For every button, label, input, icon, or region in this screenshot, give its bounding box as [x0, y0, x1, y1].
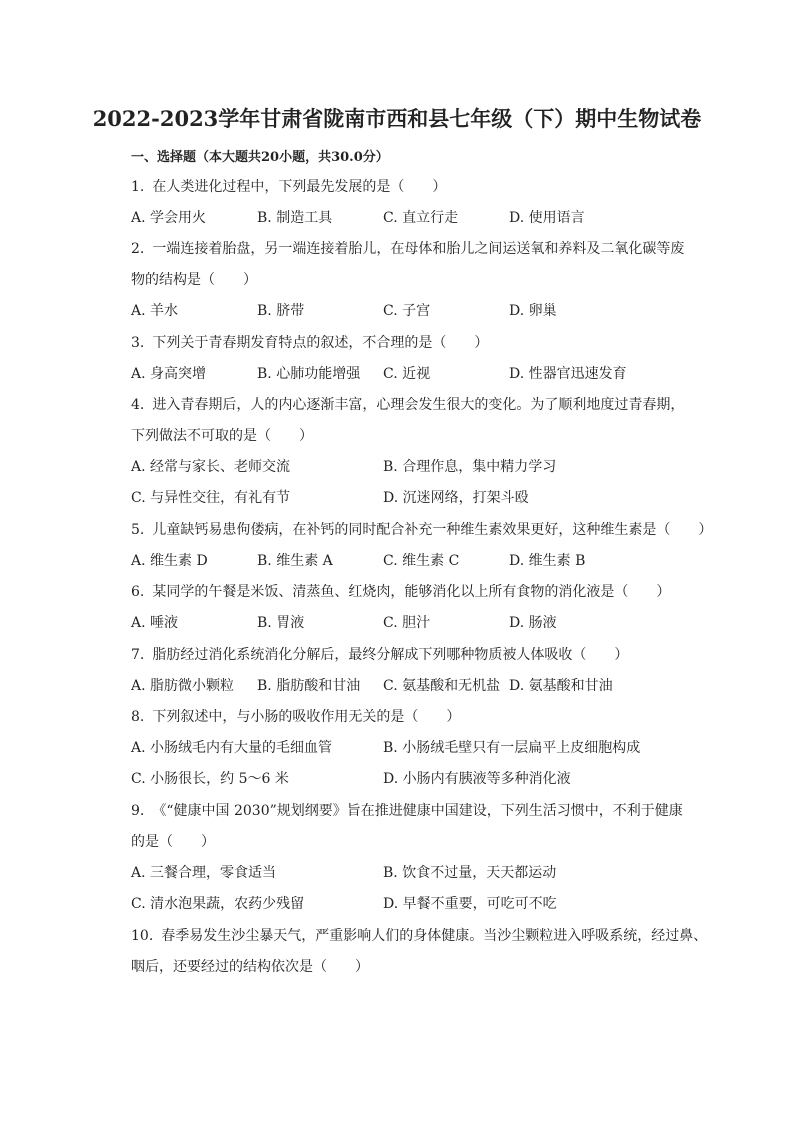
- option-a: A. 维生素 D: [131, 553, 208, 569]
- option-a: A. 三餐合理，零食适当: [131, 865, 277, 881]
- option-b: B. 合理作息，集中精力学习: [383, 459, 557, 475]
- option-d: D. 氨基酸和甘油: [509, 678, 613, 694]
- question-number: 6.: [131, 584, 145, 600]
- option-a: A. 身高突增: [131, 366, 207, 382]
- page-title: 2022-2023学年甘肃省陇南市西和县七年级（下）期中生物试卷: [92, 106, 702, 131]
- option-d: D. 小肠内有胰液等多种消化液: [383, 771, 571, 787]
- question-text-cont: 的是（ ）: [131, 834, 215, 850]
- question-1: [131, 176, 446, 196]
- question-text: 某同学的午餐是米饭、清蒸鱼、红烧肉，能够消化以上所有食物的消化液是（ ）: [152, 584, 671, 600]
- option-b: B. 心肺功能增强: [257, 366, 361, 382]
- option-c: C. 小肠很长，约 5～6 米: [131, 771, 289, 787]
- question-10: [131, 925, 707, 945]
- question-number: 7.: [131, 647, 145, 663]
- question-number: 1.: [131, 179, 145, 195]
- option-b: B. 维生素 A: [257, 553, 333, 569]
- question-text: 春季易发生沙尘暴天气，严重影响人们的身体健康。当沙尘颗粒进入呼吸系统，经过鼻、: [161, 928, 708, 944]
- option-d: D. 维生素 B: [509, 553, 586, 569]
- option-c: C. 清水泡果蔬，农药少残留: [131, 896, 305, 912]
- section-heading: 一、选择题（本大题共20小题，共30.0分）: [131, 150, 389, 165]
- question-number: 4.: [131, 397, 145, 413]
- question-text: 在人类进化过程中，下列最先发展的是（ ）: [152, 179, 447, 195]
- question-8: [131, 706, 460, 726]
- option-d: D. 沉迷网络，打架斗殴: [383, 490, 529, 506]
- option-a: A. 脂肪微小颗粒: [131, 678, 235, 694]
- option-c: C. 直立行走: [383, 210, 459, 226]
- question-number: 9.: [131, 803, 145, 819]
- option-a: A. 唾液: [131, 615, 179, 631]
- question-text: 《“健康中国 2030”规划纲要》旨在推进健康中国建设，下列生活习惯中，不利于健康: [152, 803, 683, 819]
- option-a: A. 小肠绒毛内有大量的毛细血管: [131, 740, 333, 756]
- option-b: B. 制造工具: [257, 210, 333, 226]
- option-a: A. 学会用火: [131, 210, 207, 226]
- option-c: C. 胆汁: [383, 615, 431, 631]
- question-text: 一端连接着胎盘，另一端连接着胎儿，在母体和胎儿之间运送氧和养料及二氧化碳等废: [152, 241, 685, 257]
- question-5: [131, 519, 712, 539]
- question-4: [131, 394, 684, 414]
- option-c: C. 子宫: [383, 303, 431, 319]
- option-d: D. 性器官迅速发育: [509, 366, 627, 382]
- question-number: 10.: [131, 928, 154, 944]
- option-b: B. 小肠绒毛壁只有一层扁平上皮细胞构成: [383, 740, 641, 756]
- option-b: B. 脂肪酸和甘油: [257, 678, 361, 694]
- question-2: [131, 238, 684, 258]
- question-text: 脂肪经过消化系统消化分解后，最终分解成下列哪种物质被人体吸收（ ）: [152, 647, 629, 663]
- question-text: 儿童缺钙易患佝偻病，在补钙的同时配合补充一种维生素效果更好，这种维生素是（ ）: [152, 522, 713, 538]
- question-text: 进入青春期后，人的内心逐渐丰富，心理会发生很大的变化。为了顺利地度过青春期，: [152, 397, 685, 413]
- option-a: A. 经常与家长、老师交流: [131, 459, 291, 475]
- question-3: [131, 332, 488, 352]
- option-c: C. 氨基酸和无机盐: [383, 678, 501, 694]
- option-d: D. 早餐不重要，可吃可不吃: [383, 896, 557, 912]
- option-c: C. 近视: [383, 366, 431, 382]
- question-text-cont: 咽后，还要经过的结构依次是（ ）: [131, 959, 369, 975]
- option-b: B. 饮食不过量，天天都运动: [383, 865, 557, 881]
- option-b: B. 胃液: [257, 615, 305, 631]
- question-number: 2.: [131, 241, 145, 257]
- option-d: D. 肠液: [509, 615, 557, 631]
- question-number: 5.: [131, 522, 145, 538]
- question-6: [131, 581, 670, 601]
- option-d: D. 卵巢: [509, 303, 557, 319]
- option-c: C. 与异性交往，有礼有节: [131, 490, 291, 506]
- question-9: [131, 800, 683, 820]
- question-text-cont: 下列做法不可取的是（ ）: [131, 428, 313, 444]
- question-number: 3.: [131, 335, 145, 351]
- option-c: C. 维生素 C: [383, 553, 460, 569]
- question-7: [131, 644, 628, 664]
- question-number: 8.: [131, 709, 145, 725]
- option-d: D. 使用语言: [509, 210, 585, 226]
- question-text: 下列叙述中，与小肠的吸收作用无关的是（ ）: [152, 709, 461, 725]
- option-b: B. 脐带: [257, 303, 305, 319]
- option-a: A. 羊水: [131, 303, 179, 319]
- question-text: 下列关于青春期发育特点的叙述，不合理的是（ ）: [152, 335, 489, 351]
- question-text-cont: 物的结构是（ ）: [131, 272, 257, 288]
